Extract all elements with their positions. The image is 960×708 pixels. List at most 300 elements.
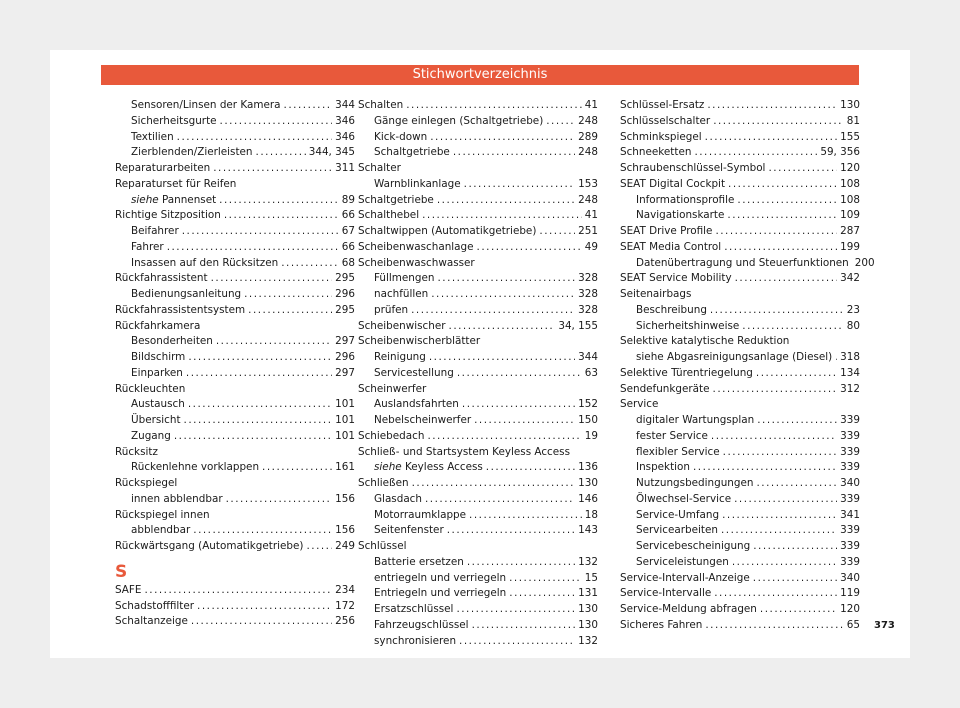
leader-dots [728, 177, 837, 193]
index-entry [358, 240, 598, 256]
section-letter: S [115, 561, 128, 582]
entry-page: 339 [840, 524, 860, 537]
entry-page: 289 [578, 130, 598, 143]
entry-page: 130 [578, 477, 598, 489]
entry-term: Inspektion [636, 461, 690, 474]
entry-page: 143 [578, 524, 598, 537]
entry-term: Schiebedach [358, 429, 425, 442]
leader-dots [509, 571, 582, 587]
index-subentry [115, 413, 355, 429]
entry-term: Rückwärtsgang (Automatikgetriebe) [115, 540, 304, 552]
index-subentry [115, 492, 355, 508]
leader-dots [216, 334, 332, 350]
entry-term: siehe Pannenset [131, 193, 217, 206]
leader-dots [715, 224, 837, 240]
leader-dots [467, 555, 575, 571]
entry-page: 328 [578, 303, 598, 316]
entry-page: 130 [578, 618, 598, 631]
leader-dots [453, 145, 575, 161]
index-subentry [620, 445, 860, 461]
index-entry [620, 366, 860, 382]
leader-dots [710, 303, 844, 319]
leader-dots [184, 413, 333, 429]
leader-dots [437, 193, 575, 209]
entry-page: 18 [584, 508, 598, 521]
leader-dots [722, 508, 837, 524]
leader-dots [219, 193, 339, 209]
index-subentry [620, 319, 860, 335]
index-subentry [620, 539, 860, 555]
entry-term: Schaltanzeige [115, 615, 188, 628]
entry-term: Richtige Sitzposition [115, 209, 221, 222]
index-entry [115, 177, 355, 193]
entry-page: 339 [840, 555, 860, 568]
leader-dots [177, 130, 333, 146]
leader-dots [707, 98, 837, 114]
entry-page: 344, 345 [308, 146, 355, 159]
leader-dots [462, 397, 575, 413]
leader-dots [425, 492, 575, 508]
entry-page: 41 [584, 209, 598, 222]
index-subentry [115, 193, 355, 209]
entry-page: 146 [578, 492, 598, 505]
leader-dots [284, 98, 333, 114]
entry-page: 34, 155 [558, 319, 598, 332]
page-number: 373 [874, 620, 895, 631]
leader-dots [723, 445, 838, 461]
entry-page: 63 [584, 366, 598, 379]
entry-term: Beschreibung [636, 303, 707, 316]
entry-term: Schließen [358, 477, 409, 489]
index-entry [620, 145, 860, 161]
index-entry [358, 429, 598, 445]
entry-term: Schaltwippen (Automatikgetriebe) [358, 225, 537, 237]
entry-term: Schminkspiegel [620, 130, 702, 143]
index-entry [620, 618, 860, 634]
leader-dots [281, 256, 339, 272]
entry-page: 340 [840, 477, 860, 489]
leader-dots [768, 161, 837, 177]
entry-page: 344 [335, 99, 355, 111]
index-entry [115, 445, 355, 461]
index-subentry [115, 350, 355, 366]
entry-term: Zugang [131, 429, 171, 442]
leader-dots [244, 287, 332, 303]
entry-term: Schadstofffilter [115, 599, 195, 612]
index-entry [620, 287, 860, 303]
index-entry [358, 319, 598, 335]
leader-dots [406, 98, 582, 114]
leader-dots [694, 145, 817, 161]
entry-term: Schalthebel [358, 209, 420, 222]
entry-page: 339 [840, 461, 860, 474]
leader-dots [464, 177, 576, 193]
entry-term: Auslandsfahrten [374, 398, 459, 411]
entry-term: siehe Abgasreinigungsanlage (Diesel) [636, 351, 833, 363]
entry-page: 161 [335, 461, 355, 474]
entry-page: 67 [341, 225, 355, 237]
entry-page: 311 [335, 162, 355, 174]
index-subentry [358, 508, 598, 524]
index-entry [620, 586, 860, 602]
index-entry [115, 583, 355, 599]
index-entry [115, 508, 355, 524]
leader-dots [144, 583, 332, 599]
leader-dots [430, 130, 575, 146]
entry-term: Rückfahrkamera [115, 319, 201, 332]
leader-dots [211, 271, 333, 287]
entry-page: 131 [578, 587, 598, 600]
leader-dots [469, 508, 582, 524]
index-entry [358, 224, 598, 240]
entry-page: 297 [335, 335, 355, 348]
entry-page: 199 [840, 240, 860, 253]
entry-term: siehe Keyless Access [374, 461, 483, 474]
entry-page: 328 [578, 288, 598, 300]
index-subentry [115, 224, 355, 240]
leader-dots [220, 114, 333, 130]
index-entry [620, 271, 860, 287]
entry-term: Beifahrer [131, 225, 179, 237]
entry-term: Service-Umfang [636, 508, 720, 521]
entry-term: Übersicht [131, 414, 181, 426]
entry-page: 119 [840, 587, 860, 600]
entry-page: 101 [335, 414, 355, 426]
leader-dots [734, 492, 837, 508]
index-subentry [115, 130, 355, 146]
entry-page: 108 [840, 177, 860, 190]
leader-dots [724, 240, 837, 256]
entry-term: flexibler Service [636, 445, 720, 458]
index-entry [358, 445, 598, 461]
entry-term: Schlüsselschalter [620, 114, 711, 127]
entry-page: 108 [840, 193, 860, 206]
entry-term: Servicearbeiten [636, 524, 718, 537]
entry-page: 23 [846, 303, 860, 316]
index-subentry [115, 397, 355, 413]
entry-term: Bedienungsanleitung [131, 288, 242, 300]
index-entry [620, 382, 860, 398]
entry-page: 49 [584, 240, 598, 253]
entry-term: Ersatzschlüssel [374, 603, 454, 615]
leader-dots [474, 413, 575, 429]
index-entry [115, 599, 355, 615]
leader-dots [412, 476, 576, 492]
entry-term: Scheibenwaschanlage [358, 240, 474, 253]
entry-page: 256 [335, 615, 355, 628]
entry-term: Einparken [131, 366, 183, 379]
index-subentry [358, 413, 598, 429]
entry-page: 132 [578, 555, 598, 568]
index-subentry [115, 523, 355, 539]
entry-page: 59, 356 [820, 146, 860, 159]
entry-page: 101 [335, 398, 355, 411]
index-column-1 [115, 98, 355, 630]
entry-page: 80 [846, 319, 860, 332]
entry-term: Bildschirm [131, 351, 186, 363]
entry-term: Reparaturarbeiten [115, 162, 211, 174]
entry-term: SAFE [115, 583, 142, 596]
index-entry [620, 98, 860, 114]
index-subentry [620, 523, 860, 539]
entry-page: 297 [335, 366, 355, 379]
leader-dots [248, 303, 332, 319]
entry-term: Rückenlehne vorklappen [131, 461, 260, 474]
entry-term: Rücksitz [115, 445, 158, 458]
leader-dots [191, 614, 332, 630]
entry-page: 15 [584, 571, 598, 584]
leader-dots [472, 618, 576, 634]
entry-term: Datenübertragung und Steuerfunktionen [636, 256, 849, 269]
entry-term: Austausch [131, 398, 185, 411]
index-subentry [358, 271, 598, 287]
leader-dots [760, 602, 837, 618]
entry-term: SEAT Service Mobility [620, 272, 732, 285]
leader-dots [457, 366, 582, 382]
index-entry [115, 208, 355, 224]
entry-term: Schalten [358, 99, 404, 111]
index-entry [358, 382, 598, 398]
entry-page: 342 [840, 272, 860, 285]
entry-term: Schaltgetriebe [374, 146, 450, 159]
entry-page: 109 [840, 209, 860, 222]
entry-page: 249 [335, 540, 355, 552]
entry-term: Schraubenschlüssel-Symbol [620, 162, 766, 174]
leader-dots [546, 114, 575, 130]
entry-page: 153 [578, 177, 598, 190]
entry-term: Motorraumklappe [374, 508, 467, 521]
leader-dots [713, 382, 838, 398]
entry-page: 150 [578, 414, 598, 426]
entry-page: 296 [335, 288, 355, 300]
entry-page: 156 [335, 524, 355, 537]
index-subentry [115, 256, 355, 272]
leader-dots [447, 523, 575, 539]
index-subentry [358, 397, 598, 413]
entry-term: Rückfahrassistent [115, 272, 208, 285]
entry-term: Service-Intervall-Anzeige [620, 571, 750, 584]
entry-page: 152 [578, 398, 598, 411]
entry-page: 101 [335, 429, 355, 442]
entry-term: Rückspiegel [115, 477, 178, 489]
entry-term: Reinigung [374, 351, 426, 363]
index-entry [358, 539, 598, 555]
entry-term: Servicestellung [374, 366, 454, 379]
entry-page: 41 [584, 99, 598, 111]
entry-page: 120 [840, 603, 860, 615]
index-subentry [358, 634, 598, 650]
entry-term: Service [620, 398, 659, 411]
entry-page: 136 [578, 461, 598, 474]
entry-page: 296 [335, 351, 355, 363]
leader-dots [193, 523, 332, 539]
leader-dots [705, 618, 843, 634]
entry-page: 132 [578, 634, 598, 647]
entry-term: Reparaturset für Reifen [115, 177, 237, 190]
entry-page: 339 [840, 492, 860, 505]
entry-page: 155 [840, 130, 860, 143]
entry-page: 295 [335, 272, 355, 285]
index-entry [620, 224, 860, 240]
index-subentry [358, 618, 598, 634]
index-subentry [620, 555, 860, 571]
index-entry [115, 303, 355, 319]
leader-dots [705, 130, 837, 146]
leader-dots [188, 397, 332, 413]
index-column-2 [358, 98, 598, 649]
leader-dots [437, 271, 575, 287]
entry-term: Insassen auf den Rücksitzen [131, 256, 279, 269]
index-entry [620, 114, 860, 130]
entry-page: 66 [341, 240, 355, 253]
entry-term: Schaltgetriebe [358, 193, 434, 206]
entry-term: Schließ- und Startsystem Keyless Access [358, 445, 570, 458]
index-subentry [115, 334, 355, 350]
entry-page: 65 [846, 618, 860, 631]
leader-dots [188, 350, 332, 366]
entry-page: 234 [335, 583, 355, 596]
index-entry [620, 334, 860, 350]
entry-term: fester Service [636, 429, 708, 442]
entry-term: abblendbar [131, 524, 191, 537]
entry-page: 339 [840, 540, 860, 552]
entry-term: Schalter [358, 162, 401, 174]
index-subentry [620, 350, 860, 366]
entry-term: Sicherheitsgurte [131, 114, 217, 127]
index-entry [620, 571, 860, 587]
entry-term: Serviceleistungen [636, 555, 729, 568]
leader-dots [711, 429, 837, 445]
index-subentry [358, 114, 598, 130]
entry-term: Rückfahrassistentsystem [115, 303, 246, 316]
index-entry [620, 177, 860, 193]
leader-dots [182, 224, 339, 240]
index-entry [620, 602, 860, 618]
leader-dots [539, 224, 575, 240]
index-subentry [620, 476, 860, 492]
entry-term: Service-Meldung abfragen [620, 603, 757, 615]
entry-term: Ölwechsel-Service [636, 492, 732, 505]
index-entry [358, 193, 598, 209]
entry-page: 339 [840, 414, 860, 426]
entry-term: Entriegeln und verriegeln [374, 587, 507, 600]
index-entry [620, 240, 860, 256]
index-subentry [358, 523, 598, 539]
entry-term: Gänge einlegen (Schaltgetriebe) [374, 114, 544, 127]
index-entry [115, 271, 355, 287]
index-subentry [115, 287, 355, 303]
entry-page: 341 [840, 508, 860, 521]
index-entry [115, 476, 355, 492]
index-subentry [358, 177, 598, 193]
section-header: Stichwortverzeichnis [101, 65, 859, 85]
leader-dots [486, 460, 575, 476]
index-subentry [358, 350, 598, 366]
index-subentry [358, 130, 598, 146]
entry-term: Glasdach [374, 492, 422, 505]
index-subentry [358, 460, 598, 476]
entry-page: 328 [578, 272, 598, 285]
entry-term: Rückspiegel innen [115, 508, 210, 521]
entry-term: Scheibenwaschwasser [358, 256, 475, 269]
entry-term: Schlüssel-Ersatz [620, 99, 705, 111]
entry-term: digitaler Wartungsplan [636, 414, 755, 426]
leader-dots [197, 599, 332, 615]
entry-term: Selektive katalytische Reduktion [620, 335, 790, 348]
leader-dots [429, 350, 575, 366]
index-entry [358, 161, 598, 177]
entry-term: Scheinwerfer [358, 382, 427, 395]
entry-page: 68 [341, 256, 355, 269]
index-subentry [620, 508, 860, 524]
leader-dots [753, 571, 837, 587]
index-subentry [620, 429, 860, 445]
entry-term: Sicherheitshinweise [636, 319, 740, 332]
leader-dots [713, 114, 844, 130]
entry-page: 287 [840, 225, 860, 237]
leader-dots [224, 208, 339, 224]
leader-dots [735, 271, 838, 287]
leader-dots [449, 319, 556, 335]
entry-term: Schneeketten [620, 146, 692, 159]
leader-dots [167, 240, 339, 256]
index-subentry [358, 287, 598, 303]
leader-dots [411, 303, 575, 319]
entry-page: 120 [840, 162, 860, 174]
entry-term: Fahrer [131, 240, 164, 253]
index-subentry [358, 602, 598, 618]
leader-dots [737, 193, 837, 209]
index-subentry [115, 145, 355, 161]
index-subentry [358, 492, 598, 508]
index-subentry [358, 303, 598, 319]
leader-dots [732, 555, 837, 571]
index-subentry [620, 303, 860, 319]
index-subentry [115, 114, 355, 130]
entry-page: 130 [578, 603, 598, 615]
leader-dots [721, 523, 837, 539]
entry-term: Füllmengen [374, 272, 435, 285]
index-entry [358, 476, 598, 492]
entry-page: 134 [840, 366, 860, 379]
leader-dots [753, 539, 837, 555]
entry-page: 66 [341, 209, 355, 222]
index-subentry [358, 366, 598, 382]
entry-page: 19 [584, 429, 598, 442]
entry-term: Selektive Türentriegelung [620, 366, 753, 379]
leader-dots [509, 586, 575, 602]
leader-dots [186, 366, 332, 382]
index-subentry [115, 366, 355, 382]
index-subentry [358, 571, 598, 587]
entry-page: 346 [335, 114, 355, 127]
leader-dots [306, 539, 332, 555]
entry-page: 89 [341, 193, 355, 206]
entry-term: Informationsprofile [636, 193, 735, 206]
index-page [50, 50, 910, 658]
entry-term: Sensoren/Linsen der Kamera [131, 99, 281, 111]
entry-term: Scheibenwischer [358, 319, 446, 332]
entry-term: Besonderheiten [131, 335, 213, 348]
leader-dots [174, 429, 332, 445]
leader-dots [693, 460, 837, 476]
entry-term: nachfüllen [374, 288, 429, 300]
leader-dots [757, 413, 837, 429]
index-subentry [620, 208, 860, 224]
index-subentry [620, 256, 875, 272]
index-subentry [115, 98, 355, 114]
entry-page: 248 [578, 114, 598, 127]
